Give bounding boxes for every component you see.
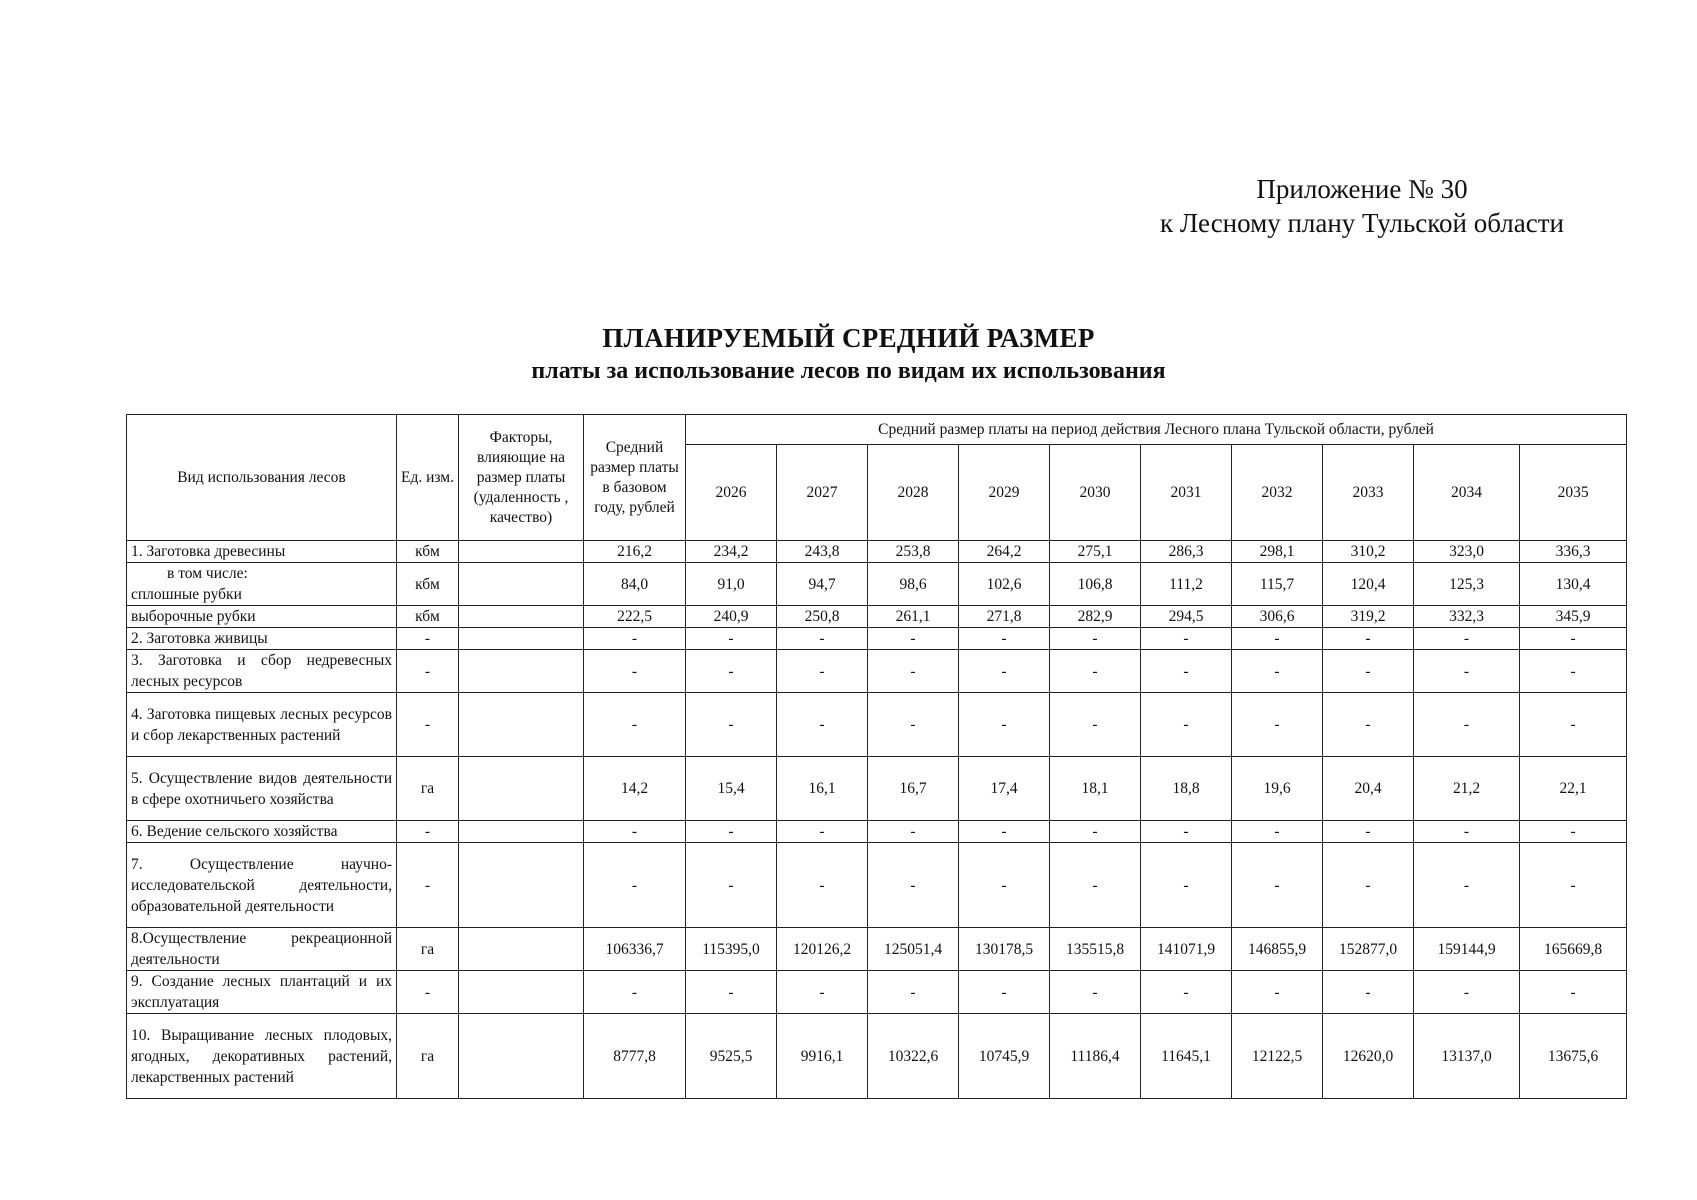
row-usage-name: 10. Выращивание лесных плодовых, ягодных, декоративных растений, лекарственных растений <box>127 1014 397 1099</box>
row-year-value: 13675,6 <box>1520 1014 1627 1099</box>
row-year-value: - <box>1414 628 1520 650</box>
row-year-value: 310,2 <box>1323 541 1414 563</box>
row-usage-name: 5. Осуществление видов деятельности в сфере охотничьего хозяйства <box>127 757 397 821</box>
row-year-value: - <box>1141 843 1232 928</box>
row-year-value: 152877,0 <box>1323 928 1414 971</box>
row-year-value: 13137,0 <box>1414 1014 1520 1099</box>
row-usage-name: 6. Ведение сельского хозяйства <box>127 821 397 843</box>
row-year-value: - <box>1141 650 1232 693</box>
row-usage-name: 7. Осуществление научно-исследовательской деятельности, образовательной деятельности <box>127 843 397 928</box>
row-year-value: 306,6 <box>1232 606 1323 628</box>
row-year-value: - <box>1520 971 1627 1014</box>
row-factor <box>459 563 584 606</box>
row-usage-name: 8.Осуществление рекреационной деятельности <box>127 928 397 971</box>
row-unit: - <box>397 971 459 1014</box>
row-year-value: - <box>1050 650 1141 693</box>
header-factors: Факторы, влияющие на размер платы (удаленность , качество) <box>459 415 584 541</box>
row-unit: кбм <box>397 606 459 628</box>
row-year-value: 9916,1 <box>777 1014 868 1099</box>
table-row <box>127 1014 1627 1099</box>
row-usage-name-main: сплошные рубки <box>131 586 242 603</box>
row-usage-name: 2. Заготовка живицы <box>127 628 397 650</box>
row-year-value: - <box>868 650 959 693</box>
row-unit: га <box>397 757 459 821</box>
row-year-value: 275,1 <box>1050 541 1141 563</box>
row-year-value: 111,2 <box>1141 563 1232 606</box>
row-year-value: - <box>686 693 777 757</box>
header-year: 2029 <box>959 445 1050 541</box>
row-year-value: 115395,0 <box>686 928 777 971</box>
row-year-value: 135515,8 <box>1050 928 1141 971</box>
row-year-value: 141071,9 <box>1141 928 1232 971</box>
row-year-value: 243,8 <box>777 541 868 563</box>
row-year-value: 11645,1 <box>1141 1014 1232 1099</box>
row-base-value: - <box>584 821 686 843</box>
row-base-value: - <box>584 650 686 693</box>
row-year-value: 10745,9 <box>959 1014 1050 1099</box>
row-factor <box>459 843 584 928</box>
header-usage-type: Вид использования лесов <box>127 415 397 541</box>
row-year-value: 19,6 <box>1232 757 1323 821</box>
row-base-value: 222,5 <box>584 606 686 628</box>
annex-number: Приложение № 30 <box>1256 174 1468 204</box>
row-year-value: 102,6 <box>959 563 1050 606</box>
row-year-value: - <box>1323 971 1414 1014</box>
row-factor <box>459 693 584 757</box>
row-usage-name <box>127 563 397 606</box>
header-base-year: Средний размер платы в базовом году, рублей <box>584 415 686 541</box>
row-unit: га <box>397 1014 459 1099</box>
table-row <box>127 650 1627 693</box>
row-year-value: 130,4 <box>1520 563 1627 606</box>
row-year-value: - <box>959 650 1050 693</box>
table-row <box>127 628 1627 650</box>
row-year-value: - <box>1050 843 1141 928</box>
row-factor <box>459 1014 584 1099</box>
row-year-value: 15,4 <box>686 757 777 821</box>
row-year-value: 240,9 <box>686 606 777 628</box>
row-year-value: - <box>777 821 868 843</box>
row-year-value: 253,8 <box>868 541 959 563</box>
row-year-value: - <box>1050 971 1141 1014</box>
row-year-value: 332,3 <box>1414 606 1520 628</box>
row-year-value: - <box>868 628 959 650</box>
header-year: 2026 <box>686 445 777 541</box>
row-year-value: - <box>1414 843 1520 928</box>
row-year-value: 11186,4 <box>1050 1014 1141 1099</box>
row-year-value: 17,4 <box>959 757 1050 821</box>
row-year-value: 120,4 <box>1323 563 1414 606</box>
row-usage-name: 9. Создание лесных плантаций и их эксплуатация <box>127 971 397 1014</box>
table-row <box>127 821 1627 843</box>
table-row <box>127 606 1627 628</box>
table-row <box>127 563 1627 606</box>
row-year-value: - <box>1050 693 1141 757</box>
fees-table <box>126 414 1627 1099</box>
header-year: 2032 <box>1232 445 1323 541</box>
row-year-value: - <box>777 628 868 650</box>
row-year-value: 16,1 <box>777 757 868 821</box>
row-factor <box>459 971 584 1014</box>
row-year-value: - <box>868 843 959 928</box>
table-row <box>127 693 1627 757</box>
row-year-value: - <box>959 821 1050 843</box>
row-year-value: 125,3 <box>1414 563 1520 606</box>
row-base-value: - <box>584 628 686 650</box>
row-usage-name: 1. Заготовка древесины <box>127 541 397 563</box>
row-year-value: - <box>959 971 1050 1014</box>
row-year-value: - <box>1141 693 1232 757</box>
row-usage-name-intro: в том числе: <box>167 565 248 582</box>
row-year-value: - <box>1520 650 1627 693</box>
row-year-value: - <box>1141 628 1232 650</box>
row-year-value: - <box>1323 843 1414 928</box>
header-year: 2027 <box>777 445 868 541</box>
row-year-value: 323,0 <box>1414 541 1520 563</box>
row-year-value: - <box>1520 821 1627 843</box>
row-year-value: - <box>686 971 777 1014</box>
table-row <box>127 928 1627 971</box>
annex-reference: к Лесному плану Тульской области <box>1160 208 1564 238</box>
row-year-value: - <box>686 843 777 928</box>
row-year-value: 12620,0 <box>1323 1014 1414 1099</box>
header-year: 2028 <box>868 445 959 541</box>
row-base-value: 106336,7 <box>584 928 686 971</box>
table-row <box>127 757 1627 821</box>
row-year-value: - <box>959 843 1050 928</box>
row-year-value: - <box>868 971 959 1014</box>
row-unit: кбм <box>397 563 459 606</box>
header-unit: Ед. изм. <box>397 415 459 541</box>
row-year-value: - <box>1520 628 1627 650</box>
row-factor <box>459 650 584 693</box>
row-year-value: 9525,5 <box>686 1014 777 1099</box>
row-unit: - <box>397 693 459 757</box>
annex-header <box>1160 172 1564 240</box>
row-year-value: - <box>686 821 777 843</box>
row-year-value: - <box>1323 628 1414 650</box>
row-year-value: - <box>1050 821 1141 843</box>
row-year-value: 94,7 <box>777 563 868 606</box>
row-year-value: 91,0 <box>686 563 777 606</box>
header-year: 2033 <box>1323 445 1414 541</box>
row-year-value: - <box>959 693 1050 757</box>
row-year-value: - <box>1141 971 1232 1014</box>
row-year-value: - <box>686 628 777 650</box>
row-factor <box>459 928 584 971</box>
row-year-value: 336,3 <box>1520 541 1627 563</box>
row-year-value: 264,2 <box>959 541 1050 563</box>
header-year: 2034 <box>1414 445 1520 541</box>
table-row <box>127 541 1627 563</box>
row-base-value: 84,0 <box>584 563 686 606</box>
row-factor <box>459 628 584 650</box>
row-year-value: - <box>868 821 959 843</box>
row-year-value: - <box>1232 843 1323 928</box>
row-year-value: - <box>1520 693 1627 757</box>
row-year-value: - <box>1323 650 1414 693</box>
row-unit: - <box>397 628 459 650</box>
row-year-value: - <box>1414 971 1520 1014</box>
row-year-value: 120126,2 <box>777 928 868 971</box>
header-year: 2031 <box>1141 445 1232 541</box>
row-year-value: - <box>1050 628 1141 650</box>
row-year-value: 319,2 <box>1323 606 1414 628</box>
row-year-value: - <box>1232 650 1323 693</box>
row-year-value: - <box>1414 650 1520 693</box>
row-year-value: - <box>777 650 868 693</box>
row-usage-name: 3. Заготовка и сбор недревесных лесных ресурсов <box>127 650 397 693</box>
row-year-value: 18,8 <box>1141 757 1232 821</box>
row-base-value: - <box>584 971 686 1014</box>
header-period: Средний размер платы на период действия Лесного плана Тульской области, рублей <box>686 415 1627 445</box>
row-year-value: 250,8 <box>777 606 868 628</box>
row-factor <box>459 606 584 628</box>
row-year-value: 12122,5 <box>1232 1014 1323 1099</box>
title-main: ПЛАНИРУЕМЫЙ СРЕДНИЙ РАЗМЕР <box>602 323 1095 353</box>
row-factor <box>459 821 584 843</box>
row-year-value: - <box>868 693 959 757</box>
row-unit: - <box>397 650 459 693</box>
row-year-value: - <box>1232 628 1323 650</box>
row-factor <box>459 541 584 563</box>
row-year-value: - <box>777 693 868 757</box>
row-year-value: - <box>1414 821 1520 843</box>
row-year-value: - <box>1520 843 1627 928</box>
row-usage-name: выборочные рубки <box>127 606 397 628</box>
row-year-value: 106,8 <box>1050 563 1141 606</box>
row-year-value: 294,5 <box>1141 606 1232 628</box>
row-year-value: 115,7 <box>1232 563 1323 606</box>
row-year-value: - <box>1323 693 1414 757</box>
row-year-value: - <box>1414 693 1520 757</box>
row-base-value: 8777,8 <box>584 1014 686 1099</box>
row-year-value: - <box>1323 821 1414 843</box>
document-title <box>0 322 1697 387</box>
table-row <box>127 843 1627 928</box>
table-row <box>127 971 1627 1014</box>
row-base-value: - <box>584 843 686 928</box>
row-unit: - <box>397 843 459 928</box>
row-year-value: 298,1 <box>1232 541 1323 563</box>
row-unit: - <box>397 821 459 843</box>
row-base-value: - <box>584 693 686 757</box>
title-subtitle: платы за использование лесов по видам их использования <box>531 358 1166 384</box>
row-year-value: - <box>959 628 1050 650</box>
row-year-value: 165669,8 <box>1520 928 1627 971</box>
row-unit: кбм <box>397 541 459 563</box>
row-year-value: 18,1 <box>1050 757 1141 821</box>
row-year-value: 130178,5 <box>959 928 1050 971</box>
row-year-value: 98,6 <box>868 563 959 606</box>
row-year-value: 159144,9 <box>1414 928 1520 971</box>
row-usage-name: 4. Заготовка пищевых лесных ресурсов и сбор лекарственных растений <box>127 693 397 757</box>
row-year-value: - <box>1141 821 1232 843</box>
row-year-value: - <box>777 843 868 928</box>
header-year: 2035 <box>1520 445 1627 541</box>
row-year-value: 282,9 <box>1050 606 1141 628</box>
row-year-value: 10322,6 <box>868 1014 959 1099</box>
row-year-value: 286,3 <box>1141 541 1232 563</box>
row-year-value: 146855,9 <box>1232 928 1323 971</box>
row-year-value: - <box>1232 693 1323 757</box>
row-year-value: 16,7 <box>868 757 959 821</box>
table-body <box>127 541 1627 1099</box>
row-factor <box>459 757 584 821</box>
row-year-value: 345,9 <box>1520 606 1627 628</box>
row-year-value: - <box>1232 821 1323 843</box>
row-year-value: 271,8 <box>959 606 1050 628</box>
row-year-value: 21,2 <box>1414 757 1520 821</box>
row-base-value: 216,2 <box>584 541 686 563</box>
row-year-value: 20,4 <box>1323 757 1414 821</box>
header-year: 2030 <box>1050 445 1141 541</box>
row-year-value: 22,1 <box>1520 757 1627 821</box>
row-unit: га <box>397 928 459 971</box>
row-year-value: 234,2 <box>686 541 777 563</box>
row-year-value: - <box>686 650 777 693</box>
row-year-value: 261,1 <box>868 606 959 628</box>
row-year-value: 125051,4 <box>868 928 959 971</box>
row-year-value: - <box>777 971 868 1014</box>
row-year-value: - <box>1232 971 1323 1014</box>
row-base-value: 14,2 <box>584 757 686 821</box>
